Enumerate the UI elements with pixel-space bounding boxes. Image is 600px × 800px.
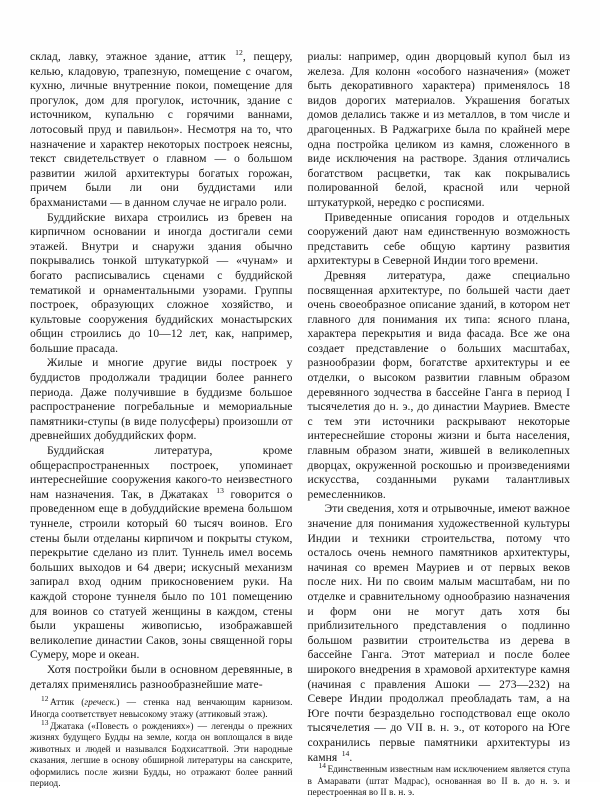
footnote-13-text: Джатака («Повесть о рождениях») — легенды о прежних жизнях будущего Будды на земле, когда он воплощался в виде животных и людей и назывался Бодхисаттвой. Эти народные сказания, легшие в основу обширной литературы на санскрите, оформились после жизни Будды, но отражают более ранний период. [30, 721, 293, 789]
paragraph-4 [30, 444, 293, 663]
paragraph-5-text: Хотя постройки были в основном деревянные, в деталях применялись разнообразнейшие мате- [30, 662, 293, 691]
right-column-body [308, 50, 571, 765]
footnote-14-text: Единственным известным нам исключением является ступа в Амаравати (штат Мадрас), основанная во II в. до н. э. и перестроенная во II в. н. э. [307, 765, 570, 798]
paragraph-3 [30, 356, 293, 444]
footnote-12-rest: ) — стенка над венчающим карнизом. Иногда соответствует невысокому этажу (аттиковый этаж). [30, 698, 293, 720]
footnote-13-number: 13 [41, 717, 49, 727]
right-column [307, 50, 571, 798]
paragraph-9-text-after-marker: . [349, 750, 353, 764]
paragraph-7-text: Приведенные описания городов и отдельных сооружений дают нам единственную возможность представить себе общую картину развития архитектуры в Северной Индии того времени. [307, 210, 570, 268]
paragraph-8-text: Древняя литература, даже специально посвященная архитектуре, по большей части дает очень своеобразное описание зданий, в котором нет главного для понимания их типа: ясного плана, характера перекрытия и вида фасада. Все же она создает представление о больших масштабах, разнообразии форм, богатстве архитектуры и ее отделки, о высоком развитии главным образом деревянного зодчества в бассейне Ганга в период I тысячелетия до н. э., до династии Мауриев. Вместе с тем эти источники раскрывают некоторые интереснейшие стороны жизни и быта населения, главным образом знати, жившей в великолепных дворцах, окруженной роскошью и произведениями искусства, созданными руками талантливых ремесленников. [307, 268, 570, 501]
paragraph-7 [308, 211, 571, 269]
paragraph-4-text-before-marker: Буддийская литература, кроме общераспространенных построек, упоминает интереснейшие сооружения какого-то неизвестного нам назначения. Так, в Джатаках [30, 444, 293, 501]
footnote-13 [30, 717, 293, 790]
paragraph-5 [30, 663, 293, 692]
footnote-12-lead: Аттик ( [49, 698, 85, 709]
paragraph-6-text: риалы: например, один дворцовый купол был из железа. Для колонн «особого назначения» (может быть декоративного характера) применялось 18 видов дорогих материалов. Украшения богатых домов делались также и из металлов, в том числе и драгоценных. В Раджагрихе была по крайней мере одна постройка целиком из камня, сложенного в виде исключения на растворе. Здания отличались богатством расцветки, так как покрывались полированной белой, красной или черной штукатуркой, нередко с росписями. [307, 50, 570, 209]
footnote-marker-12[interactable]: 12 [235, 48, 243, 58]
paragraph-1-continued [30, 50, 293, 211]
footnote-marker-14[interactable]: 14 [341, 748, 350, 758]
paragraph-2 [30, 211, 293, 357]
paragraph-1-text-before-marker: склад, лавку, этажное здание, аттик [30, 50, 234, 63]
paragraph-8 [308, 269, 571, 503]
paragraph-9 [308, 502, 571, 765]
paragraph-4-text-after-marker: говорится о проведенном еще в добуддийские времена большом туннеле, строили который 60 тысяч воинов. Его стены были отделаны кирпичом и покрыты стуком, перекрытие сделано из плит. Туннель имел восемь больших выходов и 64 двери; искусный механизм запирал вход одним прикосновением руки. На каждой стороне туннеля было по 101 помещению для воинов со статуей женщины в каждом, стены были украшены живописью, изображавшей великолепие династии Саков, зоны священной горы Сумеру, море и океан. [30, 487, 293, 662]
paragraph-6-continued [308, 50, 571, 211]
footnote-14 [307, 760, 571, 799]
two-column-layout [30, 48, 570, 798]
footnote-marker-13[interactable]: 13 [216, 485, 224, 495]
left-column [30, 48, 293, 789]
right-footnotes [307, 760, 571, 800]
left-footnotes [30, 692, 293, 791]
footnote-12-italic-term: греческ. [84, 698, 117, 709]
paragraph-9-text-before-marker: Эти сведения, хотя и отрывочные, имеют важное значение для понимания художественной культуры Индии и техники строительства, потому что осталось очень немного памятников архитектуры, начиная со времен Мауриев и от первых веков после них. Ни по своим малым масштабам, ни по отделке и сравнительному однообразию назначения и форм они не могут дать хотя бы приблизительного представления о подлинно большом развитии строительства из дерева в бассейне Ганга. Этот материал и после более широкого внедрения в храмовой архитектуре камня (начиная с правления Ашоки — 273—232) на Севере Индии продолжал преобладать там, а на Юге почти безраздельно господствовал еще около тысячелетия — до VII в. н. э., от которого на Юге сохранились первые памятники архитектуры из камня [307, 502, 570, 764]
left-column-body [30, 50, 293, 692]
paragraph-3-text: Жилые и многие другие виды построек у буддистов продолжали традиции более раннего периода. Даже получившие в буддизме большое распространение погребальные и мемориальные памятники-ступы (в виде полусферы) произошли от древнейших добуддийских форм. [30, 356, 293, 443]
paragraph-1-text-after-marker: , пещеру, келью, кладовую, трапезную, помещение с очагом, кухню, личные внутренние покои, помещение для прогулок, дом для прогулок, источник, здание с источником, купальню с горячими ваннами, лотосовый пруд и павильон». Несмотря на то, что назначение и характер некоторых построек неясны, текст свидетельствует о главном — о большом развитии жилой архитектуры богатых горожан, причем были ли они буддистами или брахманистами — в данном случае не играло роли. [30, 50, 293, 209]
footnote-12 [30, 694, 293, 721]
paragraph-2-text: Буддийские вихара строились из бревен на кирпичном основании и иногда достигали семи этажей. Внутри и снаружи здания обычно покрывались тонкой штукатуркой — «чунам» и богато расписывались сценами с буддийской тематикой и орнаментальными узорами. Группы построек, образующих сложное хозяйство, и культовые сооружения буддийских монастырских общин строились до 10—12 лет, как, например, большие прасада. [30, 210, 293, 355]
footnote-12-number: 12 [41, 694, 49, 703]
footnote-14-number: 14 [318, 760, 326, 770]
